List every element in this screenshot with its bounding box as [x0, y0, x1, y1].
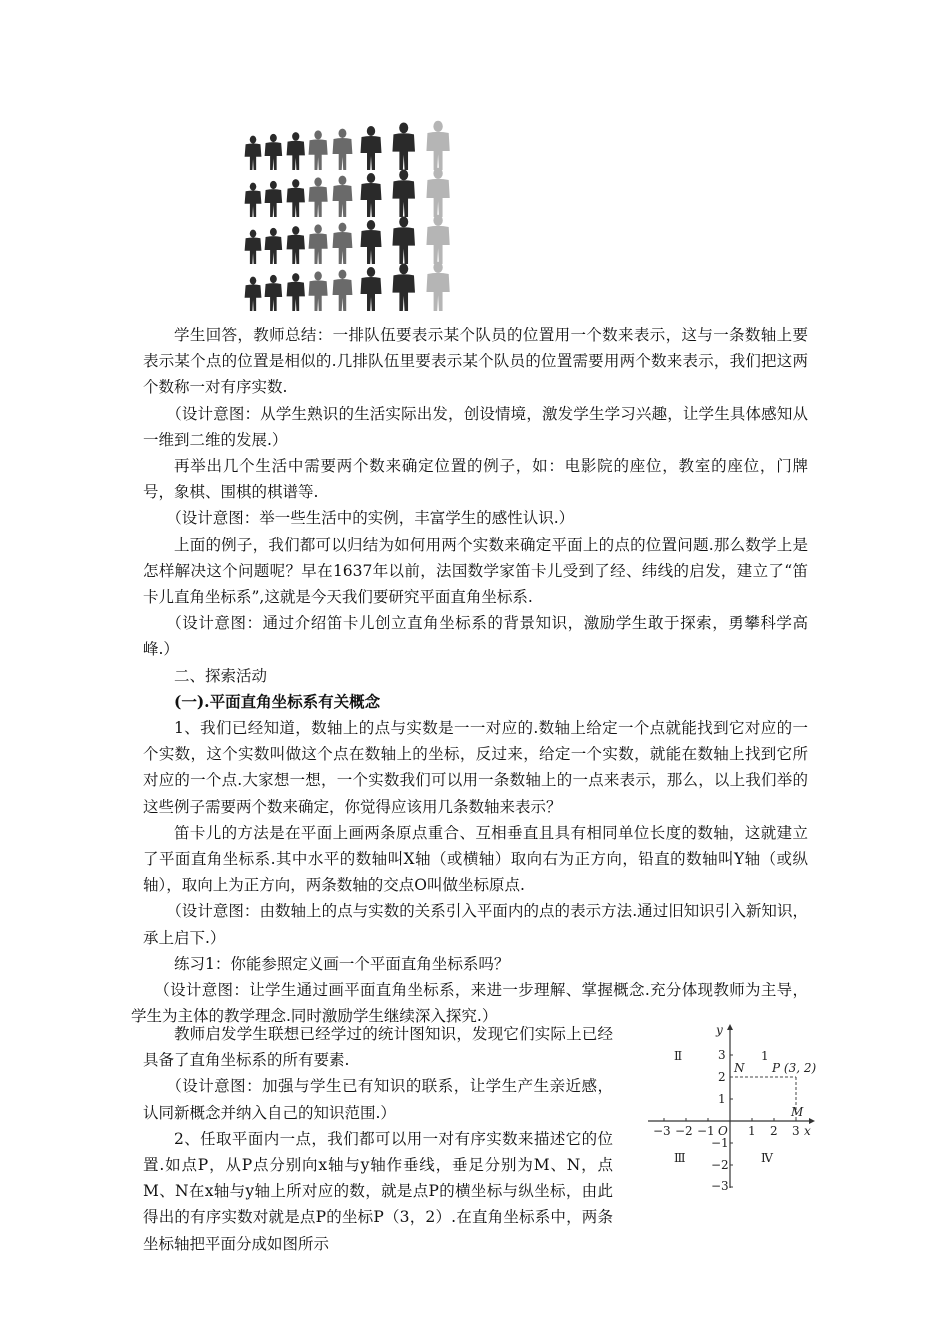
foot-m-label: M: [791, 1105, 804, 1119]
coordinate-plane-figure: [644, 1022, 819, 1194]
paragraph-more-examples: 再举出几个生活中需要两个数来确定位置的例子，如：电影院的座位，教室的座位，门牌号，象棋、围棋的棋谱等.: [143, 457, 808, 502]
person-silhouette: [392, 122, 415, 170]
person-silhouette: [392, 263, 415, 311]
paragraph-design-intent-1: （设计意图：从学生熟识的生活实际出发，创设情境，激发学生学习兴趣，让学生具体感知从一维到二维的发展.）: [143, 404, 808, 449]
person-silhouette: [426, 215, 449, 264]
y-axis-label: y: [716, 1023, 723, 1037]
section-heading-explore: 二、探索活动: [174, 666, 268, 685]
y-tick-label: 2: [718, 1070, 726, 1084]
quadrant-4-label: Ⅳ: [761, 1151, 773, 1165]
person-silhouette: [361, 173, 382, 217]
person-silhouette: [287, 179, 305, 217]
y-tick-label: 1: [718, 1092, 726, 1106]
paragraph-design-intent-3: （设计意图：通过介绍笛卡儿创立直角坐标系的背景知识，激励学生敢于探索，勇攀科学高峰.）: [143, 614, 808, 659]
quadrant-3-label: Ⅲ: [674, 1151, 686, 1165]
origin-label: O: [718, 1124, 728, 1138]
person-silhouette: [426, 262, 449, 311]
x-tick-label: 2: [770, 1124, 778, 1138]
x-tick-label: −1: [697, 1124, 715, 1138]
paragraph-exercise-1: 练习1：你能参照定义画一个平面直角坐标系吗？: [174, 954, 510, 973]
person-silhouette: [361, 220, 382, 264]
x-tick-label: −3: [653, 1124, 671, 1138]
person-silhouette: [309, 177, 328, 217]
person-silhouette: [309, 271, 328, 311]
y-tick-label: −2: [711, 1158, 729, 1172]
person-silhouette: [245, 230, 262, 264]
person-silhouette: [392, 216, 415, 264]
person-silhouette: [426, 168, 449, 217]
person-silhouette: [309, 224, 328, 264]
person-silhouette: [287, 132, 305, 170]
x-tick-label: −2: [675, 1124, 693, 1138]
paragraph-descartes-method: 笛卡儿的方法是在平面上画两条原点重合、互相垂直且具有相同单位长度的数轴，这就建立了平面直角坐标系.其中水平的数轴叫X轴（或横轴）取向右为正方向，铅直的数轴叫Y轴（或纵轴），取向上为正方向，两条数轴的交点O叫做坐标原点.: [143, 823, 808, 895]
paragraph-descartes-intro: 上面的例子，我们都可以归结为如何用两个实数来确定平面上的点的位置问题.那么数学上是怎样解决这个问题呢？早在1637年以前，法国数学家笛卡儿受到了经、纬线的启发，建立了“笛卡儿直角坐标系”,这就是今天我们要研究平面直角坐标系.: [143, 535, 808, 607]
paragraph-statistics-link: 教师启发学生联想已经学过的统计图知识，发现它们实际上已经具备了直角坐标系的所有要素.: [143, 1025, 613, 1070]
subsection-heading-concepts: (一).平面直角坐标系有关概念: [174, 691, 381, 711]
paragraph-design-intent-5: （设计意图：让学生通过画平面直角坐标系，来进一步理解、掌握概念.充分体现教师为主导，学生为主体的教学理念.同时激励学生继续深入探究.）: [131, 981, 808, 1026]
paragraph-design-intent-4: （设计意图：由数轴上的点与实数的关系引入平面内的点的表示方法.通过旧知识引入新知识，承上启下.）: [143, 902, 808, 947]
queue-people-image: [238, 120, 466, 318]
foot-n-label: N: [734, 1061, 745, 1075]
person-silhouette: [333, 129, 353, 170]
person-silhouette: [333, 223, 353, 264]
paragraph-student-answer: 学生回答，教师总结：一排队伍要表示某个队员的位置用一个数来表示，这与一条数轴上要表示某个点的位置是相似的.几排队伍里要表示某个队员的位置需要用两个数来表示，我们把这两个数称一对有序实数.: [143, 326, 808, 397]
person-silhouette: [245, 277, 262, 311]
x-tick-label: 3: [792, 1124, 800, 1138]
paragraph-point-coordinates: 2、任取平面内一点，我们都可以用一对有序实数来描述它的位置.如点P，从P点分别向x轴与y轴作垂线，垂足分别为M、N，点M、N在x轴与y轴上所对应的数，就是点P的横坐标与纵坐标，由此得出的有序实数对就是点P的坐标P（3，2）.在直角坐标系中，两条坐标轴把平面分成如图所示: [143, 1129, 613, 1253]
person-silhouette: [287, 273, 305, 311]
person-silhouette: [265, 228, 283, 264]
person-silhouette: [333, 270, 353, 311]
person-silhouette: [265, 134, 283, 170]
paragraph-design-intent-6: （设计意图：加强与学生已有知识的联系，让学生产生亲近感，认同新概念并纳入自己的知识范围.）: [143, 1077, 613, 1122]
person-silhouette: [245, 183, 262, 217]
person-silhouette: [245, 136, 262, 170]
paragraph-number-line: 1、我们已经知道，数轴上的点与实数是一一对应的.数轴上给定一个点就能找到它对应的一个实数，这个实数叫做这个点在数轴上的坐标，反过来，给定一个实数，就能在数轴上找到它所对应的一个点.大家想一想，一个实数我们可以用一条数轴上的一点来表示，那么，以上我们举的这些例子需要两个数来确定，你觉得应该用几条数轴来表示？: [143, 719, 808, 816]
quadrant-1-label: 1: [761, 1049, 769, 1063]
y-tick-label: −3: [711, 1179, 729, 1193]
person-silhouette: [426, 121, 449, 170]
y-tick-label: −1: [711, 1136, 729, 1150]
x-axis-label: x: [804, 1124, 811, 1138]
person-silhouette: [361, 267, 382, 311]
x-tick-label: 1: [748, 1124, 756, 1138]
person-silhouette: [392, 169, 415, 217]
paragraph-design-intent-2: （设计意图：举一些生活中的实例，丰富学生的感性认识.）: [166, 509, 575, 528]
person-silhouette: [287, 226, 305, 264]
text-block-bottom: [143, 1021, 613, 1257]
person-silhouette: [309, 130, 328, 170]
y-tick-label: 3: [718, 1048, 726, 1062]
text-block-top: [131, 322, 808, 1029]
person-silhouette: [265, 275, 283, 311]
person-silhouette: [333, 176, 353, 217]
quadrant-2-label: Ⅱ: [674, 1049, 683, 1063]
person-silhouette: [361, 126, 382, 170]
point-p-label: P (3, 2): [772, 1061, 817, 1075]
person-silhouette: [265, 181, 283, 217]
